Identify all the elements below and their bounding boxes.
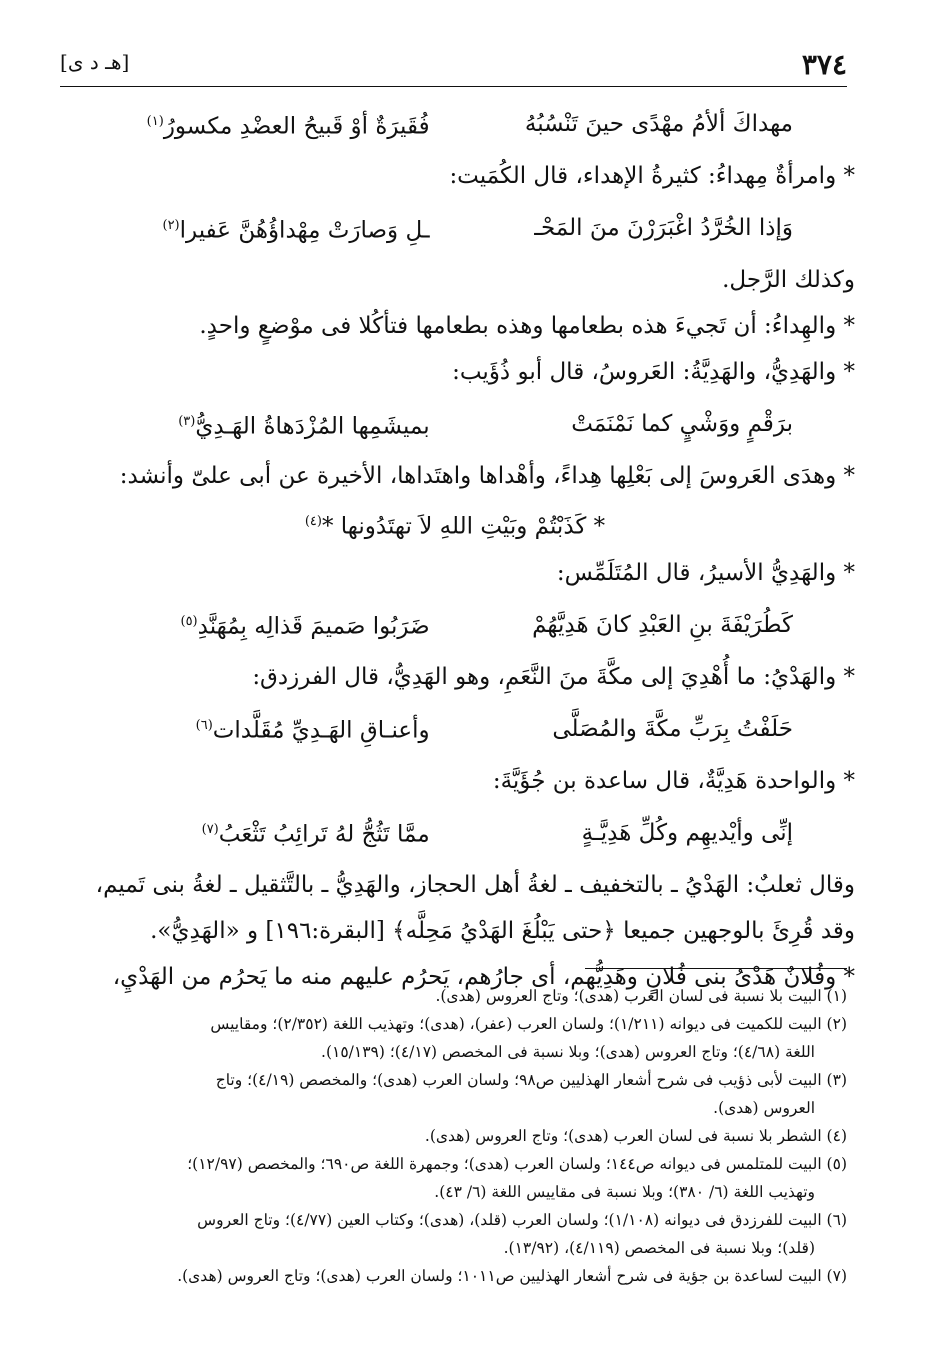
footnote-marker: (٣) (178, 413, 196, 429)
verse-second-hemistich: ممَّا تَثُجُّ لهُ تَرائِبُ تَثْعَبُ$^{(٧)}$ (201, 821, 430, 848)
page-header (60, 44, 847, 87)
verse-second-hemistich: ـلِ وَصارَتْ مِهْداؤُهُنَّ عَفيرا$^{(٢)}$ (162, 217, 430, 244)
verse-second-hemistich: فُقَيرَةٌ أوْ قَبيحُ العضْدِ مكسورُ$^{(١)}$ (146, 113, 430, 140)
text-line: * والهَدِيُّ الأسيرُ، قال المُتَلَمِّس: (556, 559, 855, 586)
footnote-continuation: اللغة (٤/٦٨)؛ وتاج العروس (هدى)؛ وبلا نسبة فى المخصص (٤/١٧)؛ (١٥/١٣٩). (321, 1043, 815, 1061)
footnote-marker: (٥) (180, 614, 198, 630)
text-line: * وفُلانٌ هَدْىُ بنى فُلانٍ وهَدِيُّهم، أى جارُهم، يَحرُم عليهم منه ما يَحرُم من الهَدْيِ، (112, 963, 855, 990)
verse-second-hemistich: ضَرَبُوا صَميمَ قَذالِه بِمُهَنَّدِ$^{(٥)}$ (180, 613, 430, 640)
verse-line (55, 700, 855, 758)
footnote-marker: (٧) (201, 822, 219, 838)
footnote: (٥) البيت للمتلمس فى ديوانه ص١٤٤؛ ولسان العرب (هدى)؛ وجمهرة اللغة ص٦٩٠؛ والمخصص (١٢/٩٧)؛ (187, 1155, 847, 1173)
footnote: (٦) البيت للفرزدق فى ديوانه (١/١٠٨)؛ ولسان العرب (قلد)، (هدى)؛ وكتاب العين (٤/٧٧)؛ وتاج العروس (197, 1211, 847, 1229)
footnote: (٣) البيت لأبى ذؤيب فى شرح أشعار الهذليين ص٩٨؛ ولسان العرب (هدى)؛ والمخصص (٤/١٩)؛ وتاج (215, 1071, 847, 1089)
footnote-continuation: (قلد)؛ وبلا نسبة فى المخصص (٤/١١٩)، (١٣/٩٢). (503, 1239, 815, 1257)
verse-first-hemistich: إنِّى وأيْديهِم وكُلِّ هَدِيَّـةٍ (581, 819, 793, 846)
root-label: [هـ د ى] (60, 50, 130, 74)
verse-second-hemistich: وأعنـاقِ الهَـدِيِّ مُقَلَّدات$^{(٦)}$ (195, 717, 430, 744)
footnote: (٧) البيت لساعدة بن جؤية فى شرح أشعار الهذليين ص١٠١١؛ ولسان العرب (هدى)؛ وتاج العروس (هدى). (177, 1267, 847, 1285)
footnote-continuation: وتهذيب اللغة (٦/ ٣٨٠)؛ وبلا نسبة فى مقاييس اللغة (٦/ ٤٣). (434, 1183, 815, 1201)
verse-second-hemistich: بميشَمِها المُزْدَهاةُ الهَـدِيُّ$^{(٣)}$ (178, 413, 430, 440)
main-text (55, 95, 855, 1000)
footnote-marker: (١) (146, 113, 164, 129)
quoted-hemistich: * كَذَبْتُمْ وبَيْتِ اللهِ لاَ تهتَدُونها *$^{(٤)}$ (304, 513, 606, 540)
footnote: (٢) البيت للكميت فى ديوانه (١/٢١١)؛ ولسان العرب (عفر)، (هدى)؛ وتهذيب اللغة (٢/٣٥٢)؛ ومقاييس (210, 1015, 847, 1033)
footnote: (١) البيت بلا نسبة فى لسان العرب (هدى)؛ وتاج العروس (هدى). (435, 987, 847, 1005)
verse-first-hemistich: حَلَفْتُ بِرَبِّ مكَّةَ والمُصَلَّى (552, 715, 793, 742)
verse-line (55, 95, 855, 153)
text-line: وكذلك الرَّجل. (722, 267, 855, 293)
footnotes (60, 982, 847, 1290)
text-line: * والواحدة هَدِيَّةٌ، قال ساعدة بن جُؤَيَّةَ: (492, 767, 855, 794)
text-line: * والهَدِيُّ، والهَدِيَّةُ: العَروسُ، قال أبو ذُؤَيب: (452, 359, 855, 385)
page-number: ٣٧٤ (801, 48, 847, 81)
text-line: وقال ثعلبٌ: الهَدْيُ ـ بالتخفيف ـ لغةُ أهل الحجاز، والهَدِيُّ ـ بالتَّثقيل ـ لغةُ بنى تَميم، (95, 871, 855, 898)
footnote-continuation: العروس (هدى). (713, 1099, 815, 1117)
text-line: وقد قُرِئَ بالوجهين جميعا ﴿حتى يَبْلُغَ الهَدْيُ مَحِلَّه﴾ [البقرة:١٩٦] و «الهَدِيُّ». (150, 917, 855, 944)
verse-first-hemistich: وَإذا الخُرَّدُ اغْبَرَرْنَ منَ المَحْـ (534, 215, 793, 241)
text-line: * والهِداءُ: أن تَجيءَ هذه بطعامها وهذه بطعامها فتأكُلا فى موْضعٍ واحدٍ. (199, 313, 855, 339)
verse-line (55, 804, 855, 862)
verse-first-hemistich: مهداكَ ألأمُ مهْدًى حينَ تَنْسُبُهُ (524, 111, 793, 137)
verse-line (55, 395, 855, 453)
footnote: (٤) الشطر بلا نسبة فى لسان العرب (هدى)؛ وتاج العروس (هدى). (424, 1127, 847, 1145)
text-line: * وامرأةٌ مِهداءُ: كثيرةُ الإهداء، قال الكُمَيت: (449, 163, 855, 189)
footnote-marker: (٢) (162, 217, 180, 233)
footnote-marker: (٤) (304, 514, 322, 529)
text-line: * والهَدْيُ: ما أُهْدِيَ إلى مكَّةَ منَ النَّعَمِ، وهو الهَدِيُّ، قال الفرزدق: (252, 663, 855, 690)
footnote-marker: (٦) (195, 718, 213, 734)
verse-line (55, 596, 855, 654)
footnote-divider (585, 968, 847, 969)
text-line: * وهدَى العَروسَ إلى بَعْلِها هِداءً، وأهْداها واهتَداها، الأخيرة عن أبى علىّ وأنشد: (119, 463, 855, 489)
verse-first-hemistich: كَطُرَيْفَةَ بنِ العَبْدِ كانَ هَدِيَّهُمْ (532, 611, 793, 638)
verse-first-hemistich: برَقْمٍ ووَشْيٍ كما نَمْنَمَتْ (571, 411, 793, 437)
verse-line (55, 199, 855, 257)
